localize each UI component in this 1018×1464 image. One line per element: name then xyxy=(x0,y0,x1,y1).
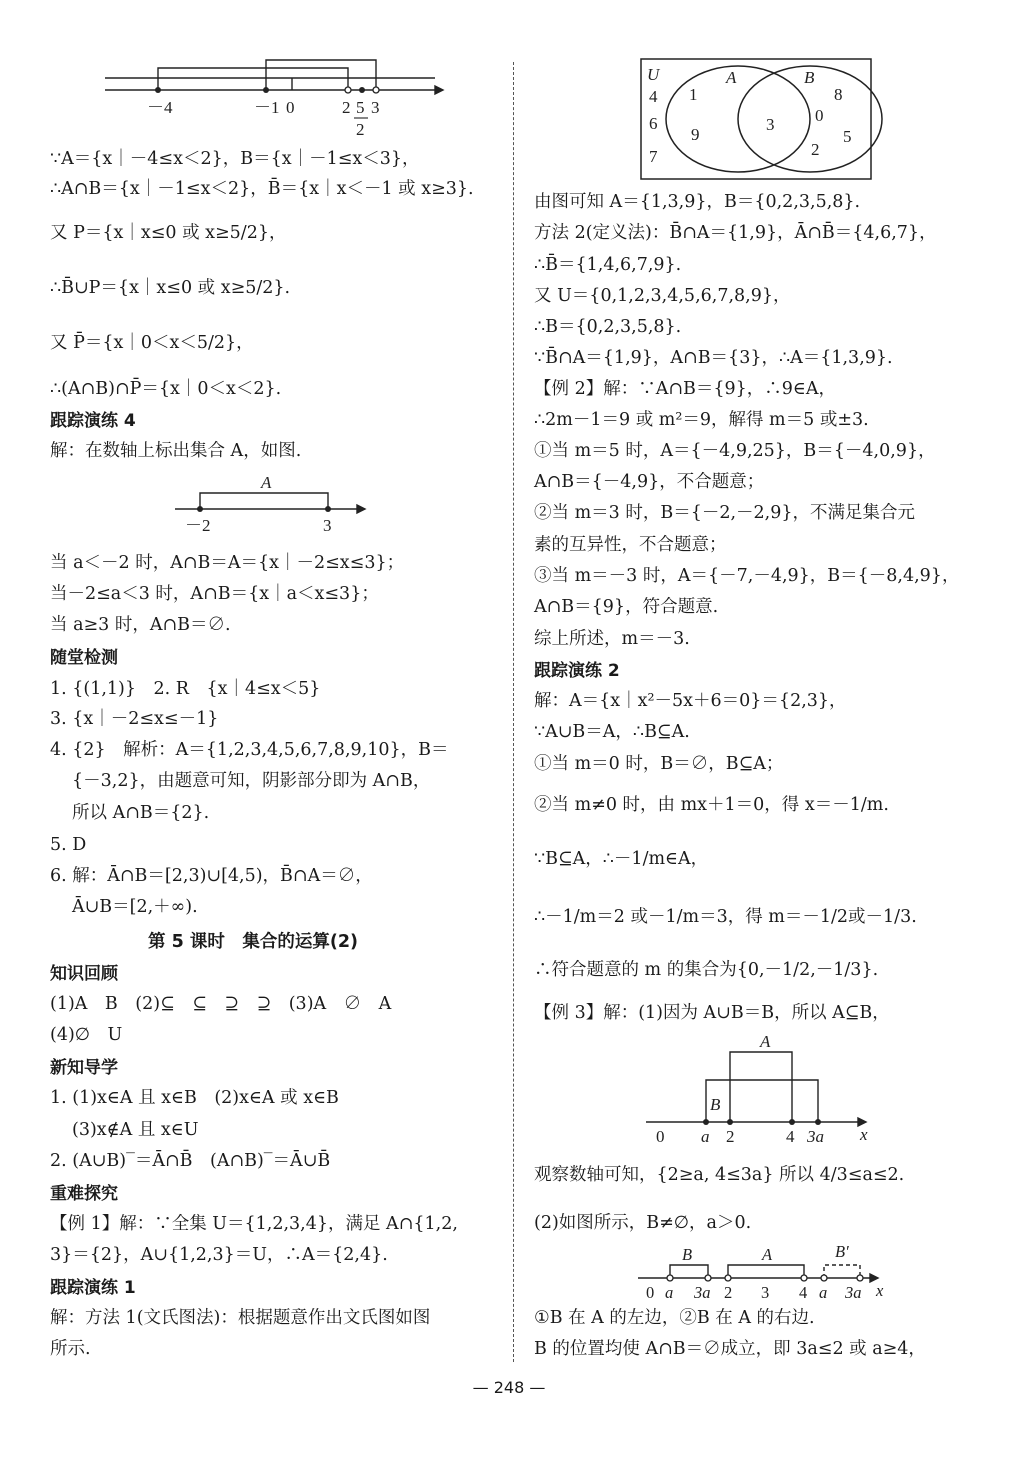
text-line: ∴符合题意的 m 的集合为{0,－1/2,－1/3}. xyxy=(534,960,879,980)
set-label-A: A xyxy=(760,1032,771,1051)
tick-label: 2 xyxy=(726,1127,735,1146)
text-line: ∴(A∩B)∩P̄＝{x｜0＜x＜2}. xyxy=(50,379,282,399)
text-line: ②当 m≠0 时，由 mx＋1＝0，得 x＝－1/m. xyxy=(534,795,889,815)
tick-label: 3 xyxy=(761,1283,770,1302)
text-line: ①当 m＝5 时，A＝{－4,9,25}，B＝{－4,0,9}， xyxy=(534,441,936,461)
tick-label: 2 xyxy=(356,120,365,139)
venn-element: 9 xyxy=(691,125,700,144)
text-line: (3)x∉A 且 x∈U xyxy=(72,1120,199,1140)
text-line: 又 P̄＝{x｜0＜x＜5/2}， xyxy=(50,333,254,353)
text-line: (4)∅ U xyxy=(50,1025,123,1045)
tick-label: 3a xyxy=(694,1283,711,1302)
set-label-A: A xyxy=(762,1245,773,1264)
text-line: 素的互异性，不合题意； xyxy=(534,535,727,555)
section-heading: 重难探究 xyxy=(50,1184,118,1204)
number-line-figure-4 xyxy=(638,1240,898,1305)
venn-element: 8 xyxy=(834,85,843,104)
text-line: ∴－1/m＝2 或－1/m＝3，得 m＝－1/2或－1/3. xyxy=(534,907,917,927)
set-label-A: A xyxy=(261,473,272,492)
text-line: 又 U＝{0,1,2,3,4,5,6,7,8,9}， xyxy=(534,286,791,306)
venn-element: 0 xyxy=(815,106,824,125)
text-line: ①当 m＝0 时，B＝∅，B⊆A； xyxy=(534,754,784,774)
set-label-B: B xyxy=(710,1095,721,1114)
tick-label: 3 xyxy=(371,98,380,117)
tick-label: 3a xyxy=(807,1127,824,1146)
venn-element: 7 xyxy=(649,147,658,166)
column-divider xyxy=(513,62,514,1362)
text-line: {－3,2}，由题意可知，阴影部分即为 A∩B， xyxy=(72,771,431,791)
text-line: 6. 解：Ā∩B＝[2,3)∪[4,5)，B̄∩A＝∅， xyxy=(50,866,373,886)
tick-label: 0 xyxy=(656,1127,665,1146)
text-line: 1. {(1,1)} 2. R {x｜4≤x＜5} xyxy=(50,679,321,699)
section-heading: 跟踪演练 4 xyxy=(50,411,136,431)
tick-label: x xyxy=(860,1125,868,1144)
text-line: 【例 3】解：(1)因为 A∪B＝B，所以 A⊆B， xyxy=(534,1003,890,1023)
text-line: ②当 m＝3 时，B＝{－2,－2,9}，不满足集合元 xyxy=(534,503,916,523)
venn-diagram xyxy=(640,58,872,182)
venn-element: 6 xyxy=(649,114,658,133)
tick-label: －1 xyxy=(254,98,280,117)
text-line: ∵B̄∩A＝{1,9}，A∩B＝{3}，∴A＝{1,3,9}. xyxy=(534,348,893,368)
tick-label: 4 xyxy=(799,1283,808,1302)
text-line: 【例 2】解：∵A∩B＝{9}，∴9∈A， xyxy=(534,379,836,399)
text-line: Ā∪B＝[2,＋∞). xyxy=(72,897,198,917)
tick-label: 5 xyxy=(356,98,365,117)
tick-label: 4 xyxy=(786,1127,795,1146)
text-line: ∴A∩B＝{x｜－1≤x＜2}，B̄＝{x｜x＜－1 或 x≥3}. xyxy=(50,179,474,199)
text-line: 又 P＝{x｜x≤0 或 x≥5/2}， xyxy=(50,223,287,243)
section-heading: 跟踪演练 2 xyxy=(534,661,620,681)
venn-element: 1 xyxy=(689,85,698,104)
tick-label: －2 xyxy=(185,516,211,535)
lesson-title: 第 5 课时 集合的运算(2) xyxy=(148,932,359,952)
tick-label: 2 xyxy=(342,98,351,117)
set-label-B-prime: B′ xyxy=(835,1242,849,1261)
text-line: 当－2≤a＜3 时，A∩B＝{x｜a＜x≤3}； xyxy=(50,584,379,604)
venn-element: 2 xyxy=(811,140,820,159)
venn-element: 3 xyxy=(766,115,775,134)
tick-label: 3a xyxy=(845,1283,862,1302)
text-line: ∴B̄＝{1,4,6,7,9}. xyxy=(534,255,682,275)
section-heading: 跟踪演练 1 xyxy=(50,1278,136,1298)
text-line: 解：方法 1(文氏图法)：根据题意作出文氏图如图 xyxy=(50,1308,431,1328)
text-line: ∵A＝{x｜－4≤x＜2}，B＝{x｜－1≤x＜3}， xyxy=(50,149,420,169)
text-line: 3. {x｜－2≤x≤－1} xyxy=(50,709,219,729)
text-line: 观察数轴可知，{2≥a, 4≤3a} 所以 4/3≤a≤2. xyxy=(534,1165,905,1185)
tick-label: 2 xyxy=(724,1283,733,1302)
section-heading: 知识回顾 xyxy=(50,964,118,984)
text-line: 所以 A∩B＝{2}. xyxy=(72,803,210,823)
text-line: A∩B＝{－4,9}，不合题意； xyxy=(534,472,765,492)
text-line: 3}＝{2}，A∪{1,2,3}＝U，∴A＝{2,4}. xyxy=(50,1245,388,1265)
text-line: 当 a＜－2 时，A∩B＝A＝{x｜－2≤x≤3}； xyxy=(50,553,405,573)
tick-label: 3 xyxy=(323,516,332,535)
tick-label: x xyxy=(876,1281,884,1300)
venn-label-B: B xyxy=(804,68,815,87)
text-line: 综上所述，m＝－3. xyxy=(534,629,690,649)
set-label-B: B xyxy=(682,1245,693,1264)
text-line: 解：在数轴上标出集合 A，如图. xyxy=(50,441,302,461)
page-number: — 248 — xyxy=(472,1378,546,1397)
text-line: 【例 1】解：∵全集 U＝{1,2,3,4}，满足 A∩{1,2, xyxy=(50,1214,458,1234)
venn-element: 4 xyxy=(649,87,658,106)
tick-label: －4 xyxy=(147,98,173,117)
number-line-figure-2 xyxy=(175,473,375,535)
text-line: B 的位置均使 A∩B＝∅成立，即 3a≤2 或 a≥4， xyxy=(534,1339,926,1359)
text-line: ③当 m＝－3 时，A＝{－7,－4,9}，B＝{－8,4,9}， xyxy=(534,566,960,586)
text-line: 方法 2(定义法)：B̄∩A＝{1,9}，Ā∩B̄＝{4,6,7}， xyxy=(534,223,937,243)
venn-label-U: U xyxy=(647,65,660,84)
number-line-figure-1 xyxy=(100,55,500,140)
venn-element: 5 xyxy=(843,127,852,146)
section-heading: 新知导学 xyxy=(50,1058,118,1078)
text-line: ①B 在 A 的左边，②B 在 A 的右边. xyxy=(534,1308,815,1328)
text-line: ∵B⊆A，∴－1/m∈A， xyxy=(534,849,709,869)
text-line: ∴2m－1＝9 或 m²＝9，解得 m＝5 或±3. xyxy=(534,410,869,430)
tick-label: 0 xyxy=(286,98,295,117)
tick-label: 0 xyxy=(646,1283,655,1302)
text-line: 所示. xyxy=(50,1339,91,1359)
text-line: 当 a≥3 时，A∩B＝∅. xyxy=(50,615,231,635)
tick-label: a xyxy=(665,1283,674,1302)
text-line: 2. (A∪B)‾＝Ā∩B̄ (A∩B)‾＝Ā∪B̄ xyxy=(50,1151,331,1171)
text-line: ∴B̄∪P＝{x｜x≤0 或 x≥5/2}. xyxy=(50,278,291,298)
text-line: ∵A∪B＝A，∴B⊆A. xyxy=(534,722,690,742)
text-line: A∩B＝{9}，符合题意. xyxy=(534,597,719,617)
text-line: (1)A B (2)⊆ ⊆ ⊇ ⊇ (3)A ∅ A xyxy=(50,994,392,1014)
number-line-figure-3 xyxy=(646,1030,876,1145)
tick-label: a xyxy=(819,1283,828,1302)
text-line: 5. D xyxy=(50,835,87,855)
text-line: 由图可知 A＝{1,3,9}，B＝{0,2,3,5,8}. xyxy=(534,192,861,212)
text-line: 1. (1)x∈A 且 x∈B (2)x∈A 或 x∈B xyxy=(50,1088,339,1108)
text-line: (2)如图所示，B≠∅，a＞0. xyxy=(534,1213,752,1233)
tick-label: a xyxy=(701,1127,710,1146)
text-line: 4. {2} 解析：A＝{1,2,3,4,5,6,7,8,9,10}，B＝ xyxy=(50,740,449,760)
section-heading: 随堂检测 xyxy=(50,648,118,668)
venn-label-A: A xyxy=(726,68,737,87)
text-line: ∴B＝{0,2,3,5,8}. xyxy=(534,317,682,337)
text-line: 解：A＝{x｜x²－5x＋6＝0}＝{2,3}， xyxy=(534,691,847,711)
